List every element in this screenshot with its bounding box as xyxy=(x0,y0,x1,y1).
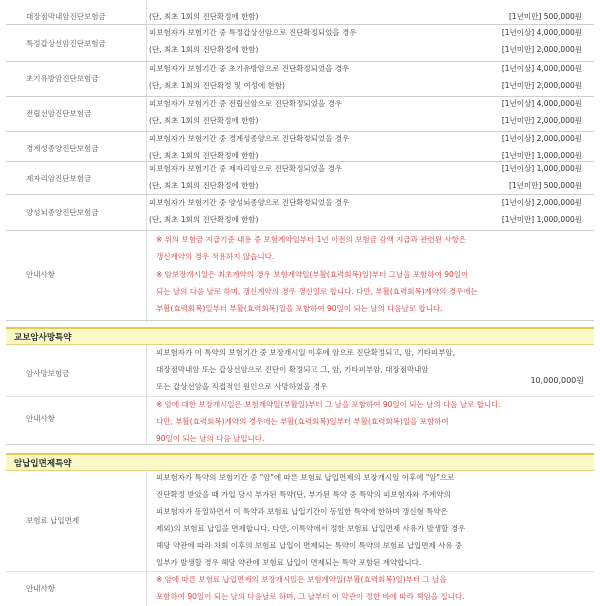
row-label: 양성뇌종양진단보험금 xyxy=(26,208,99,217)
row-amount: [1년미만] 500,000원 xyxy=(508,181,582,190)
row-amount: [1년미만] 2,000,000원 xyxy=(501,45,582,54)
notice-label: 안내사항 xyxy=(26,270,55,279)
notice-text: ※ 암에 대한 보장개시일은 보험계약일(부활일)부터 그 날을 포함하여 90일이 되는 날의 다음 날로 합니다. xyxy=(156,400,501,409)
row-text: (단, 최초 1회의 진단확정에 한함) xyxy=(149,151,259,160)
row-amount: [1년이상] 4,000,000원 xyxy=(501,99,582,108)
row-amount: [1년미만] 1,000,000원 xyxy=(501,151,582,160)
row-amount: [1년이상] 4,000,000원 xyxy=(501,28,582,37)
notice-row xyxy=(6,231,594,321)
column-divider xyxy=(146,345,147,445)
notice-text: ※ 암보장개시일은 최초계약의 경우 보험계약일(부활(효력회복)일)부터 그날을 포함하여 90일이 xyxy=(156,270,469,279)
row-amount: [1년이상] 2,000,000원 xyxy=(501,134,582,143)
notice-text: ※ 암에 따른 보험료 납입면제의 보장개시일은 보험계약일(부활(효력회복)일)부터 그 날을 xyxy=(156,575,447,584)
row-text: (단, 최초 1회의 진단확정에 한함) xyxy=(149,116,259,125)
row-amount: [1년이상] 4,000,000원 xyxy=(501,64,582,73)
row-label: 특정갑상선암진단보험금 xyxy=(26,39,106,48)
row-text: (단, 최초 1회의 진단확정에 한함) xyxy=(149,45,259,54)
table-row xyxy=(6,162,594,196)
row-amount: [1년미만] 500,000원 xyxy=(508,12,582,21)
row-label: 경계성종양진단보험금 xyxy=(26,144,99,153)
row-text: (단, 최초 1회의 진단확정 및 여성에 한함) xyxy=(149,81,285,90)
row-label: 전립선암진단보험금 xyxy=(26,109,92,118)
row-text: 피보험자가 보험기간 중 경계성종양으로 진단확정되었을 경우 xyxy=(149,134,350,143)
section-title: 암납입면제특약 xyxy=(14,459,72,469)
row-text: 일부가 발생할 경우 해당 약관에 보험료 납입이 면제되는 특약 포함된 계약합니다. xyxy=(156,558,422,567)
premium-waiver-table xyxy=(6,470,594,606)
row-text: 피보험자가 이 특약의 보험기간 중 보장개시일 이후에 암으로 진단확정되고, 암, 기타피부암, xyxy=(156,348,456,357)
notice-label: 안내사항 xyxy=(26,414,55,423)
row-text: 피보험자가 동일하면서 이 특약과 보험료 납입기간이 동일한 특약에 한하며 갱신형 특약은 xyxy=(156,507,448,516)
table-row xyxy=(6,62,594,98)
row-amount: [1년미만] 2,000,000원 xyxy=(501,116,582,125)
row-text: 피보험자가 특약의 보험기간 중 "암"에 따른 보험료 납입면제의 보장개시일 이후에 "암"으로 xyxy=(156,473,455,482)
table-row xyxy=(6,25,594,63)
row-text: (단, 최초 1회의 진단확정에 한함) xyxy=(149,12,259,21)
notice-text: 되는 날의 다음 날로 하며, 갱신계약의 경우 갱신일로 합니다. 다만, 부활(효력회복)계약의 경우에는 xyxy=(156,287,478,296)
benefit-table xyxy=(6,0,594,322)
section-header-premium-waiver xyxy=(6,453,594,471)
row-text: 또는 갑상선암을 직접적인 원인으로 사망하였을 경우 xyxy=(156,382,328,391)
row-label: 보험료 납입면제 xyxy=(26,516,80,525)
row-amount: [1년이상] 1,000,000원 xyxy=(501,164,582,173)
table-row xyxy=(6,97,594,133)
row-text: 피보험자가 보험기간 중 전립선암으로 진단확정되었을 경우 xyxy=(149,99,343,108)
row-label: 대장점막내암진단보험금 xyxy=(26,12,106,21)
notice-text: 갱신계약의 경우 적용하지 않습니다. xyxy=(156,252,275,261)
row-text: 피보험자가 보험기간 중 제자리암으로 진단확정되었을 경우 xyxy=(149,164,343,173)
notice-text: 90일이 되는 날의 다음 날입니다. xyxy=(156,434,265,443)
notice-label: 안내사항 xyxy=(26,584,55,593)
row-label: 초기유방암진단보험금 xyxy=(26,74,99,83)
section-header-cancer-death xyxy=(6,327,594,345)
notice-text: 부활(효력회복)일부터 부활(효력회복)일을 포함하여 90일이 되는 날의 다음날로 합니다. xyxy=(156,304,443,313)
row-text: (단, 최초 1회의 진단확정에 한함) xyxy=(149,181,259,190)
divider xyxy=(6,320,594,321)
row-text: 피보험자가 보험기간 중 양성뇌종양으로 진단확정되었을 경우 xyxy=(149,198,350,207)
notice-text: 다만, 부활(효력회복)계약의 경우에는 부활(효력회복)일부터 부활(효력회복)일을 포함하여 xyxy=(156,417,449,426)
row-text: (단, 최초 1회의 진단확정에 한함) xyxy=(149,215,259,224)
row-text: 피보험자가 보험기간 중 특정갑상선암으로 진단확정되었을 경우 xyxy=(149,28,357,37)
row-label: 암사망보험금 xyxy=(26,369,70,378)
row-text: 대장점막내암 또는 갑상선암으로 진단이 확정되고 그, 암, 기타피부암, 대장점막내암 xyxy=(156,365,429,374)
row-amount: [1년미만] 2,000,000원 xyxy=(501,81,582,90)
notice-text: ※ 위의 보험금 지급기준 내용 중 보험계약일부터 1년 이전의 보험금 감액 지급과 관련된 사항은 xyxy=(156,235,467,244)
row-amount: [1년미만] 1,000,000원 xyxy=(501,215,582,224)
row-text: 진단확정 받았을 때 가입 당시 부가된 특약(단, 부가된 특약 중 특약의 피보험자와 주계약의 xyxy=(156,490,451,499)
table-row xyxy=(6,0,594,24)
row-text: 제외)의 보험료 납입을 면제합니다. 다만, 이특약에서 정한 보험료 납입면제 사유가 발생할 경우 xyxy=(156,524,466,533)
row-label: 제자리암진단보험금 xyxy=(26,174,92,183)
column-divider xyxy=(146,470,147,606)
section-title: 교보암사망특약 xyxy=(14,333,72,343)
row-amount: [1년이상] 2,000,000원 xyxy=(501,198,582,207)
row-text: 피보험자가 보험기간 중 초기유방암으로 진단확정되었을 경우 xyxy=(149,64,350,73)
row-amount: 10,000,000원 xyxy=(530,376,584,385)
cancer-death-table xyxy=(6,345,594,445)
divider xyxy=(6,571,594,572)
row-text: 해당 약관에 따라 차회 이후의 보험료 납입이 면제되는 특약이 특약의 보험료 납입면제 사유 중 xyxy=(156,541,463,550)
divider xyxy=(6,444,594,445)
divider xyxy=(6,396,594,397)
table-row xyxy=(6,195,594,231)
notice-text: 포함하여 90일이 되는 날의 다음날로 하며, 그 날부터 이 약관이 정한 바에 따라 책임을 집니다. xyxy=(156,592,465,601)
